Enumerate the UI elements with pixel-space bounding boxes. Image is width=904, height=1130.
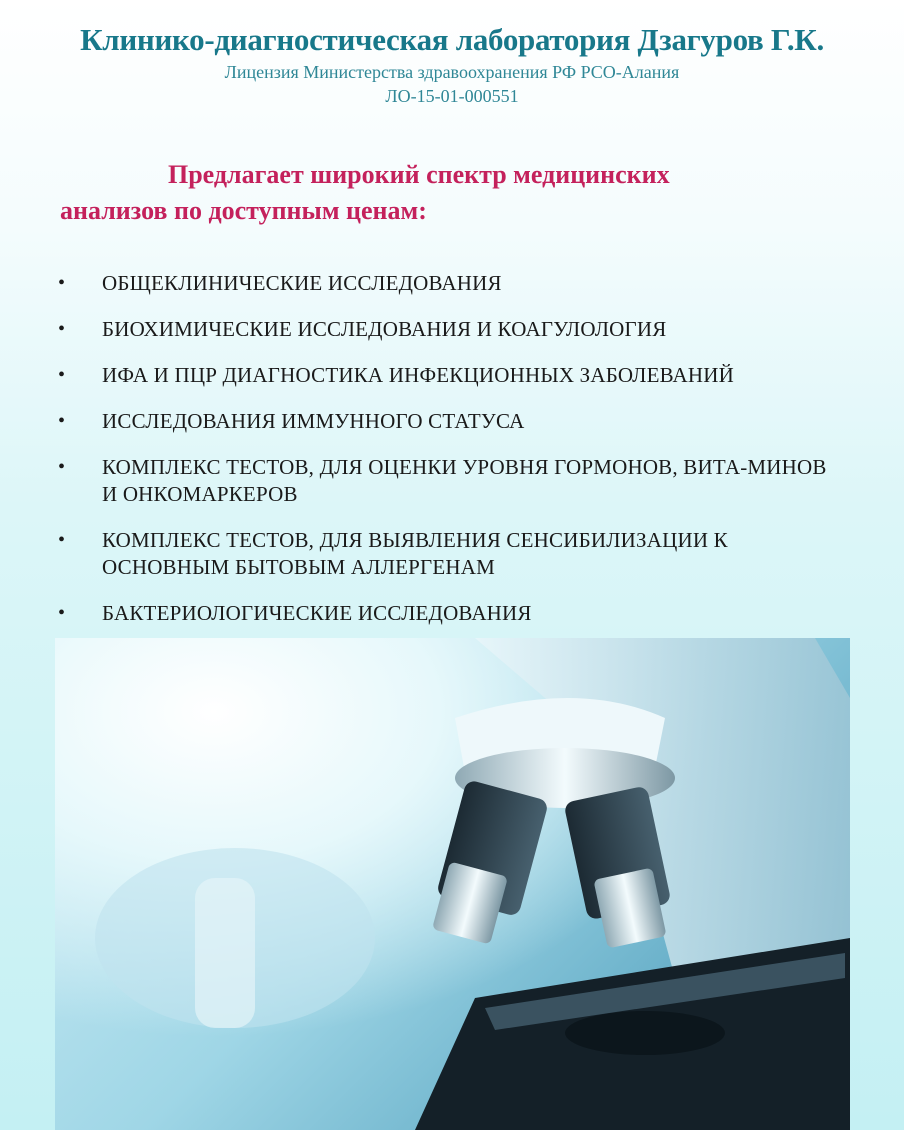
bullet: • <box>58 456 66 478</box>
headline-line-1: Предлагает широкий спектр медицинских <box>168 160 670 189</box>
bullet: • <box>58 529 66 551</box>
lab-title: Клинико-диагностическая лаборатория Дзагуров Г.К. <box>80 22 824 57</box>
bullet: • <box>58 318 66 340</box>
bullet: • <box>58 364 66 386</box>
microscope-icon <box>55 638 850 1130</box>
list-item <box>58 316 848 343</box>
license-number: ЛО-15-01-000551 <box>385 86 519 106</box>
bullet: • <box>58 272 66 294</box>
list-item <box>58 454 848 508</box>
services-list <box>58 270 848 646</box>
list-item <box>58 408 848 435</box>
service-label: КОМПЛЕКС ТЕСТОВ, ДЛЯ ОЦЕНКИ УРОВНЯ ГОРМОНОВ, ВИТА-МИНОВ И ОНКОМАРКЕРОВ <box>102 455 827 506</box>
service-label: ИФА И ПЦР ДИАГНОСТИКА ИНФЕКЦИОННЫХ ЗАБОЛЕВАНИЙ <box>102 363 734 387</box>
bullet: • <box>58 410 66 432</box>
list-item <box>58 362 848 389</box>
service-label: ОБЩЕКЛИНИЧЕСКИЕ ИССЛЕДОВАНИЯ <box>102 271 502 295</box>
microscope-photo <box>55 638 850 1130</box>
bullet: • <box>58 602 66 624</box>
list-item <box>58 600 848 627</box>
list-item <box>58 527 848 581</box>
service-label: БИОХИМИЧЕСКИЕ ИССЛЕДОВАНИЯ И КОАГУЛОЛОГИЯ <box>102 317 667 341</box>
service-label: КОМПЛЕКС ТЕСТОВ, ДЛЯ ВЫЯВЛЕНИЯ СЕНСИБИЛИЗАЦИИ К ОСНОВНЫМ БЫТОВЫМ АЛЛЕРГЕНАМ <box>102 528 728 579</box>
headline-line-2: анализов по доступным ценам: <box>60 196 427 225</box>
list-item <box>58 270 848 297</box>
service-label: БАКТЕРИОЛОГИЧЕСКИЕ ИССЛЕДОВАНИЯ <box>102 601 532 625</box>
service-label: ИССЛЕДОВАНИЯ ИММУННОГО СТАТУСА <box>102 409 525 433</box>
license-line: Лицензия Министерства здравоохранения РФ РСО-Алания <box>224 62 680 82</box>
